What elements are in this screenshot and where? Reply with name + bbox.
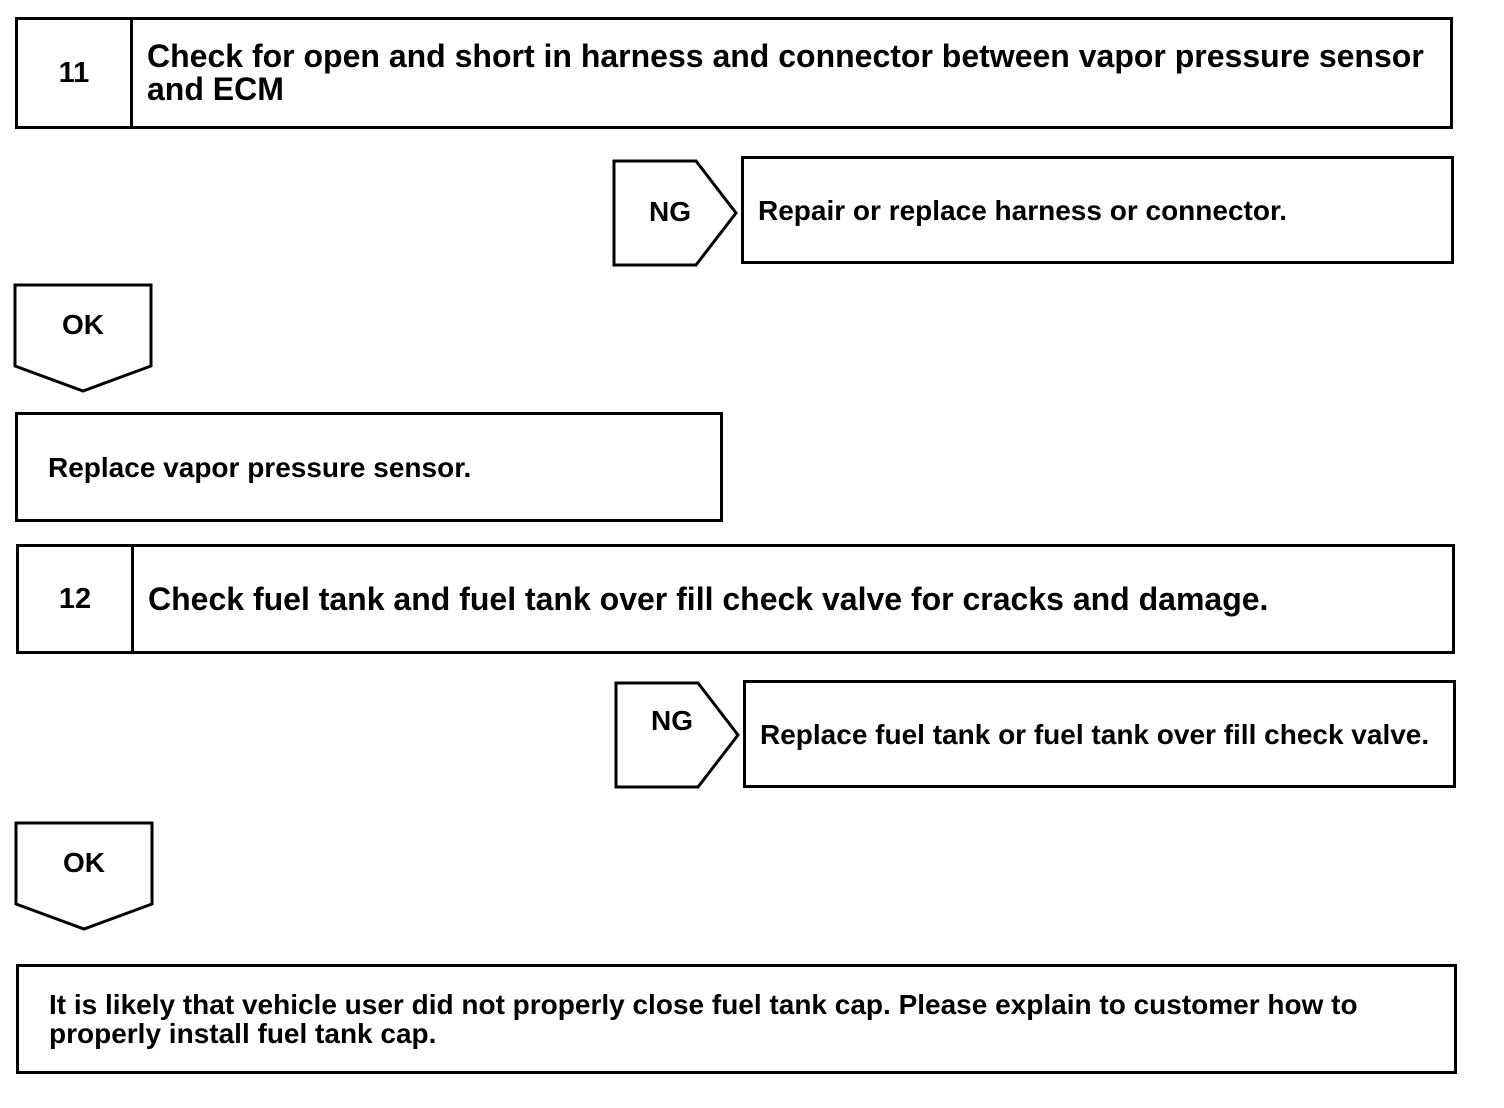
ng-label: NG: [649, 196, 691, 227]
step-12-box: [16, 544, 1455, 654]
step-number: 12: [19, 547, 134, 651]
step-12-ok-action: It is likely that vehicle user did not properly close fuel tank cap. Please explain to customer how to properly install fuel tank cap.: [16, 964, 1457, 1074]
step-11-ok-action: Replace vapor pressure sensor.: [15, 412, 723, 522]
step-description: Check for open and short in harness and connector between vapor pressure sensor and ECM: [147, 38, 1424, 107]
step-12-ng-action: Replace fuel tank or fuel tank over fill check valve.: [743, 680, 1456, 788]
ng-label: NG: [651, 705, 693, 736]
ok-label: OK: [62, 309, 104, 340]
step-number: 11: [18, 20, 133, 126]
step-11-box: [15, 17, 1453, 129]
step-description: Check fuel tank and fuel tank over fill check valve for cracks and damage.: [148, 580, 1269, 617]
ok-label: OK: [63, 847, 105, 878]
step-11-ng-action: Repair or replace harness or connector.: [741, 156, 1454, 264]
